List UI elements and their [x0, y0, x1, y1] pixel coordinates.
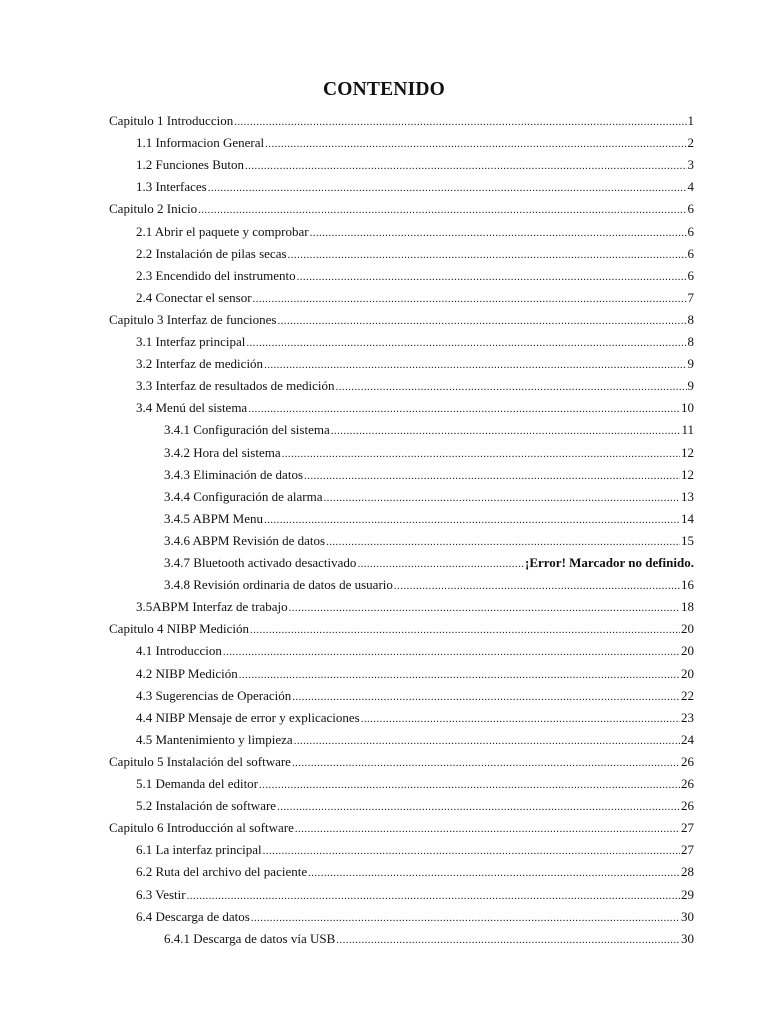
- toc-entry-label: 6.4.1 Descarga de datos vía USB: [164, 931, 336, 946]
- toc-entry-page-number: 7: [687, 290, 694, 305]
- dot-leader: [253, 291, 687, 307]
- toc-entry-page-number: 6: [687, 268, 694, 283]
- toc-entry-page-number: 9: [687, 378, 694, 393]
- toc-entry[interactable]: [164, 467, 694, 483]
- toc-entry-page-number: 15: [681, 533, 694, 548]
- dot-leader: [323, 490, 680, 506]
- dot-leader: [336, 932, 680, 948]
- toc-entry-page-number: 26: [681, 754, 694, 769]
- dot-leader: [294, 733, 680, 749]
- toc-entry-page-number: 23: [681, 710, 694, 725]
- toc-entry[interactable]: [136, 887, 694, 903]
- toc-entry-page-number: 27: [681, 820, 694, 835]
- toc-entry[interactable]: [164, 489, 694, 505]
- toc-entry-label: 3.4.4 Configuración de alarma: [164, 489, 323, 504]
- dot-leader: [310, 225, 687, 241]
- toc-entry[interactable]: [136, 864, 694, 880]
- toc-entry-label: 6.1 La interfaz principal: [136, 842, 262, 857]
- toc-entry[interactable]: [136, 688, 694, 704]
- dot-leader: [239, 667, 680, 683]
- toc-entry-label: Capitulo 1 Introduccion: [109, 113, 234, 128]
- toc-entry[interactable]: [164, 931, 694, 947]
- dot-leader: [246, 335, 686, 351]
- dot-leader: [308, 865, 680, 881]
- toc-entry-label: 6.4 Descarga de datos: [136, 909, 250, 924]
- toc-entry[interactable]: [164, 555, 694, 571]
- toc-entry-label: 3.4.5 ABPM Menu: [164, 511, 263, 526]
- toc-entry-page-number: 4: [687, 179, 694, 194]
- dot-leader: [278, 313, 687, 329]
- toc-entry-label: Capitulo 2 Inicio: [109, 201, 198, 216]
- toc-entry-page-number: 2: [687, 135, 694, 150]
- toc-entry-page-number: 6: [687, 201, 694, 216]
- toc-entry[interactable]: [136, 224, 694, 240]
- toc-entry[interactable]: [164, 422, 694, 438]
- toc-entry-label: 4.3 Sugerencias de Operación: [136, 688, 292, 703]
- toc-entry[interactable]: [109, 113, 694, 129]
- toc-entry[interactable]: [136, 356, 694, 372]
- toc-entry-label: Capitulo 4 NIBP Medición: [109, 621, 249, 636]
- toc-entry[interactable]: [136, 732, 694, 748]
- dot-leader: [187, 888, 680, 904]
- toc-entry-label: 3.1 Interfaz principal: [136, 334, 246, 349]
- toc-entry[interactable]: [136, 710, 694, 726]
- toc-entry-page-number: 8: [687, 312, 694, 327]
- dot-leader: [264, 512, 680, 528]
- toc-entry-label: 3.4.8 Revisión ordinaria de datos de usuario: [164, 577, 393, 592]
- toc-entry[interactable]: [136, 157, 694, 173]
- toc-entry-label: 1.2 Funciones Buton: [136, 157, 244, 172]
- toc-entry[interactable]: [109, 621, 694, 637]
- toc-entry-label: Capitulo 5 Instalación del software: [109, 754, 291, 769]
- dot-leader: [326, 534, 680, 550]
- toc-entry-page-number: 6: [687, 246, 694, 261]
- toc-entry-page-number: 18: [681, 599, 694, 614]
- toc-entry-label: 3.4.1 Configuración del sistema: [164, 422, 330, 437]
- toc-entry-page-number: 29: [681, 887, 694, 902]
- toc-entry-page-number: 20: [681, 621, 694, 636]
- toc-entry-page-number: 13: [681, 489, 694, 504]
- dot-leader: [295, 821, 680, 837]
- toc-entry[interactable]: [164, 533, 694, 549]
- toc-entry[interactable]: [136, 400, 694, 416]
- toc-entry-page-number: 9: [687, 356, 694, 371]
- toc-entry[interactable]: [136, 334, 694, 350]
- dot-leader: [250, 622, 680, 638]
- dot-leader: [198, 202, 686, 218]
- toc-entry-page-number: 6: [687, 224, 694, 239]
- toc-title: CONTENIDO: [322, 79, 446, 100]
- toc-entry-label: 3.3 Interfaz de resultados de medición: [136, 378, 335, 393]
- toc-entry-label: 6.3 Vestir: [136, 887, 186, 902]
- toc-entry[interactable]: [136, 909, 694, 925]
- toc-entry-page-number: 16: [681, 577, 694, 592]
- toc-entry[interactable]: [136, 776, 694, 792]
- toc-entry-label: 3.4.2 Hora del sistema: [164, 445, 281, 460]
- dot-leader: [331, 423, 681, 439]
- toc-entry[interactable]: [109, 754, 694, 770]
- toc-entry-label: 3.4.6 ABPM Revisión de datos: [164, 533, 326, 548]
- toc-entry-page-number: 27: [681, 842, 694, 857]
- dot-leader: [292, 755, 680, 771]
- toc-entry-label: 2.1 Abrir el paquete y comprobar: [136, 224, 309, 239]
- dot-leader: [277, 799, 680, 815]
- dot-leader: [282, 446, 680, 462]
- dot-leader: [245, 158, 687, 174]
- toc-entry-page-number: 24: [681, 732, 694, 747]
- toc-entry-label: Capitulo 3 Interfaz de funciones: [109, 312, 277, 327]
- toc-entry-label: 3.4 Menú del sistema: [136, 400, 248, 415]
- toc-entry-page-number: 26: [681, 798, 694, 813]
- dot-leader: [264, 357, 686, 373]
- toc-entry[interactable]: [164, 577, 694, 593]
- dot-leader: [297, 269, 687, 285]
- dot-leader: [248, 401, 680, 417]
- toc-entry[interactable]: [136, 290, 694, 306]
- toc-entry-label: 6.2 Ruta del archivo del paciente: [136, 864, 308, 879]
- dot-leader: [292, 689, 680, 705]
- toc-entry-page-number: 11: [681, 422, 694, 437]
- dot-leader: [357, 556, 524, 572]
- toc-entry-page-number: 10: [681, 400, 694, 415]
- toc-entry-label: 1.1 Informacion General: [136, 135, 265, 150]
- dot-leader: [234, 114, 686, 130]
- toc-entry[interactable]: [136, 842, 694, 858]
- toc-entry[interactable]: [109, 312, 694, 328]
- toc-entry-label: 5.1 Demanda del editor: [136, 776, 259, 791]
- toc-entry-label: 4.5 Mantenimiento y limpieza: [136, 732, 293, 747]
- dot-leader: [336, 379, 687, 395]
- dot-leader: [259, 777, 680, 793]
- toc-entry[interactable]: [109, 201, 694, 217]
- toc-entry-label: 2.4 Conectar el sensor: [136, 290, 252, 305]
- dot-leader: [265, 136, 686, 152]
- dot-leader: [223, 644, 680, 660]
- toc-entry-label: Capitulo 6 Introducción al software: [109, 820, 294, 835]
- toc-entry[interactable]: [164, 511, 694, 527]
- toc-entry[interactable]: [136, 666, 694, 682]
- dot-leader: [251, 910, 680, 926]
- toc-entry-page-number: 26: [681, 776, 694, 791]
- toc-entry-label: 3.4.3 Eliminación de datos: [164, 467, 304, 482]
- toc-entry[interactable]: [136, 798, 694, 814]
- toc-entry[interactable]: [109, 820, 694, 836]
- toc-entry-page-number: 14: [681, 511, 694, 526]
- toc-entry-page-number: 1: [687, 113, 694, 128]
- dot-leader: [289, 600, 680, 616]
- toc-entry-label: 2.3 Encendido del instrumento: [136, 268, 296, 283]
- toc-entry-page-number: 22: [681, 688, 694, 703]
- toc-entry-label: 2.2 Instalación de pilas secas: [136, 246, 287, 261]
- toc-entry-page-number: 12: [681, 467, 694, 482]
- toc-entry-page-number: 3: [687, 157, 694, 172]
- toc-entry[interactable]: [136, 246, 694, 262]
- toc-entry-label: 5.2 Instalación de software: [136, 798, 277, 813]
- toc-entry[interactable]: [164, 445, 694, 461]
- toc-entry[interactable]: [136, 643, 694, 659]
- toc-entry-page-number: 8: [687, 334, 694, 349]
- dot-leader: [394, 578, 680, 594]
- toc-entry[interactable]: [136, 268, 694, 284]
- toc-entry[interactable]: [136, 135, 694, 151]
- toc-entry-label: 4.2 NIBP Medición: [136, 666, 238, 681]
- toc-entry-page-number: 20: [681, 643, 694, 658]
- toc-entry-label: 3.4.7 Bluetooth activado desactivado: [164, 555, 357, 570]
- toc-entry-page-number: 20: [681, 666, 694, 681]
- toc-entry-page-number: 12: [681, 445, 694, 460]
- toc-entry-page-number: 30: [681, 909, 694, 924]
- toc-entry-page-number: 28: [681, 864, 694, 879]
- toc-entry[interactable]: [136, 599, 694, 615]
- dot-leader: [288, 247, 687, 263]
- toc-entry-label: 3.5ABPM Interfaz de trabajo: [136, 599, 288, 614]
- dot-leader: [304, 468, 680, 484]
- toc-entry-error-text: ¡Error! Marcador no definido.: [525, 555, 694, 570]
- dot-leader: [361, 711, 680, 727]
- toc-entry[interactable]: [136, 378, 694, 394]
- toc-entry-label: 4.1 Introduccion: [136, 643, 222, 658]
- toc-entry-label: 3.2 Interfaz de medición: [136, 356, 264, 371]
- toc-entry-page-number: 30: [681, 931, 694, 946]
- dot-leader: [263, 843, 680, 859]
- toc-entry-label: 4.4 NIBP Mensaje de error y explicaciones: [136, 710, 360, 725]
- toc-entry[interactable]: [136, 179, 694, 195]
- dot-leader: [208, 180, 687, 196]
- toc-entry-label: 1.3 Interfaces: [136, 179, 207, 194]
